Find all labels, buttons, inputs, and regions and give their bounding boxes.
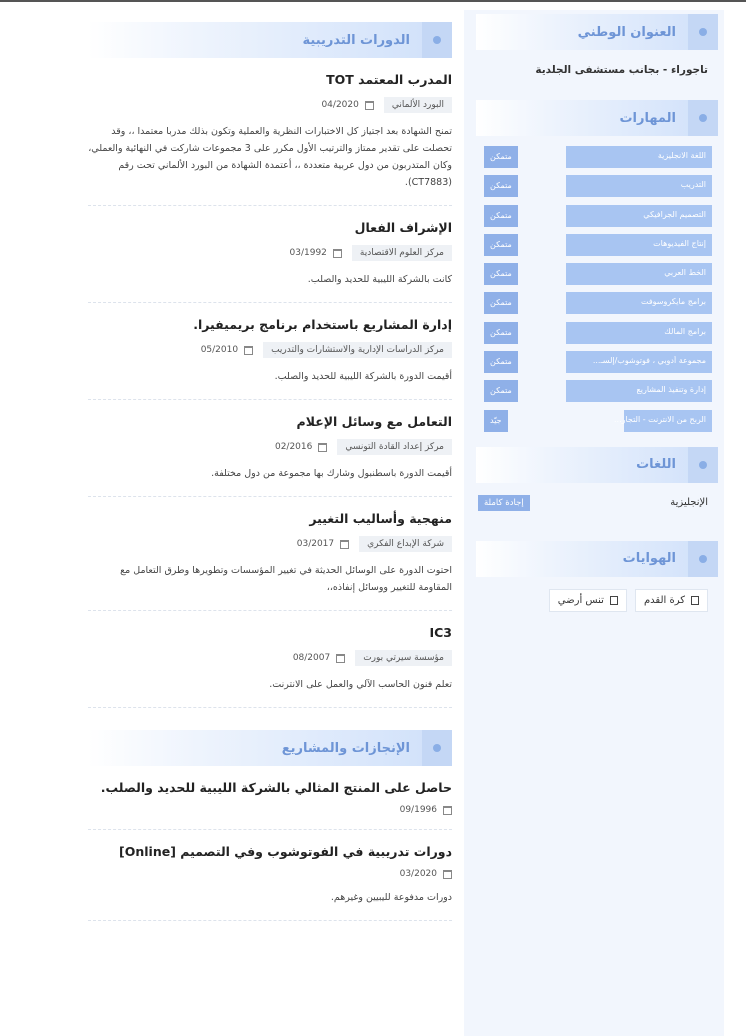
skill-name: إنتاج الفيديوهات [653, 238, 706, 248]
entry-description: دورات مدفوعة لليبيين وغيرهم. [330, 892, 452, 903]
entry-title: المدرب المعتمد TOT [326, 72, 452, 87]
entry-date-value: 08/2007 [292, 653, 331, 663]
calendar-icon [244, 346, 253, 355]
achievements-section-header [88, 730, 452, 766]
entry-item [88, 303, 452, 400]
calendar-icon [365, 101, 374, 110]
entry-title: حاصل على المنتج المثالي بالشركة الليبية للحديد والصلب. [100, 780, 452, 795]
skill-row [476, 175, 712, 197]
section-title: اللغات [636, 457, 676, 473]
skill-bar [566, 146, 712, 168]
entry-meta [88, 536, 452, 552]
entry-description: أقيمت الدورة باسطنبول وشارك بها مجموعة من دول مختلفة. [211, 468, 452, 479]
entry-item [88, 400, 452, 497]
entry-organization: مؤسسة سيرتي بورت [355, 650, 452, 666]
skill-bar [566, 322, 712, 344]
bullet-icon [688, 541, 718, 577]
skill-name: التصميم الجرافيكي [643, 209, 706, 219]
skill-name: التدريب [680, 180, 706, 190]
bullet-icon [422, 22, 452, 58]
calendar-icon [336, 654, 345, 663]
entry-title: منهجية وأساليب التغيير [309, 511, 452, 526]
language-level-badge: إجادة كاملة [478, 495, 530, 511]
entry-date [290, 248, 342, 258]
entry-date-value: 03/2020 [399, 869, 437, 879]
hobby-item [549, 589, 627, 612]
section-title: الدورات التدريبية [302, 32, 410, 48]
skill-level-badge: متمكن [484, 380, 518, 402]
language-name: الإنجليزية [670, 497, 708, 509]
skills-list [476, 146, 712, 432]
skill-level-badge: متمكن [484, 146, 518, 168]
entry-organization: مركز إعداد القادة التونسي [337, 439, 452, 455]
skill-bar [566, 234, 712, 256]
hobby-icon [610, 596, 618, 605]
entry-item [88, 58, 452, 206]
address-section-header [476, 14, 718, 50]
entry-description: كانت بالشركة الليبية للحديد والصلب. [307, 274, 452, 285]
entry-organization: شركة الإبداع الفكري [359, 536, 452, 552]
skill-row [476, 410, 712, 432]
entry-organization: مركز العلوم الاقتصادية [352, 245, 452, 261]
entry-meta [88, 869, 452, 879]
bullet-icon [688, 14, 718, 50]
skill-level-badge: متمكن [484, 322, 518, 344]
skill-row [476, 234, 712, 256]
entry-meta [88, 342, 452, 358]
sidebar [464, 10, 724, 1036]
hobby-name: كرة القدم [643, 594, 685, 606]
skill-row [476, 292, 712, 314]
skill-name: برامج المالك [664, 326, 706, 336]
skill-level-badge: متمكن [484, 351, 518, 373]
top-border [0, 0, 746, 2]
entry-item [88, 206, 452, 303]
skill-row [476, 351, 712, 373]
skill-row [476, 146, 712, 168]
entry-date [400, 805, 452, 815]
skill-level-badge: متمكن [484, 263, 518, 285]
skills-section-header [476, 100, 718, 136]
entry-title: دورات تدريبية في الفوتوشوب وفي التصميم [Online] [119, 844, 452, 859]
skill-name: الربح من الانترنت - التجار... [614, 414, 706, 424]
skill-row [476, 380, 712, 402]
entry-organization: مركز الدراسات الإدارية والاستشارات والتدريب [263, 342, 452, 358]
hobby-icon [691, 596, 699, 605]
skill-bar [566, 380, 712, 402]
skill-name: مجموعة أدوبي ، فوتوشوب/إلسـ... [592, 356, 706, 366]
skill-name: الخط العربي [664, 268, 706, 278]
hobby-item [635, 589, 708, 612]
bullet-icon [422, 730, 452, 766]
entry-description: تعلم فنون الحاسب الآلي والعمل على الانترنت. [269, 679, 452, 690]
entry-description: احتوت الدورة على الوسائل الحديثة في تغيير المؤسسات وتطويرها وطرق التعامل مع المقاومة للتغيير ووسائل إنفاذه،، [120, 565, 452, 593]
entry-date-value: 03/2017 [296, 539, 335, 549]
skill-row [476, 205, 712, 227]
entry-description: تمنح الشهادة بعد اجتياز كل الاختبارات النظرية والعملية وتكون بذلك مدربا معتمدا ،، وقد تحصلت على تقدير ممتاز والترتيب الأول مكرر على 3 مجموعات شاركت في النهائية والعملي، وكان المتدربون من دول عربية متعددة ،، أعتمدة الشهادة من البورد الألماني تحت رقم (CT7883). [88, 126, 452, 188]
calendar-icon [340, 540, 349, 549]
entry-date [400, 869, 452, 879]
entry-date [275, 442, 327, 452]
calendar-icon [443, 806, 452, 815]
main-column [88, 22, 452, 921]
entry-date [293, 653, 345, 663]
skill-bar [566, 175, 712, 197]
entry-item [88, 830, 452, 921]
achievements-list [88, 766, 452, 921]
section-title: الهوايات [622, 551, 676, 567]
entry-item [88, 766, 452, 830]
skill-name: اللغة الانجليزية [657, 151, 706, 160]
entry-meta [88, 97, 452, 113]
skill-bar [566, 263, 712, 285]
skill-name: برامج مايكروسوفت [640, 297, 706, 307]
entry-item [88, 497, 452, 611]
hobby-name: تنس أرضي [557, 594, 604, 606]
entry-description: أقيمت الدورة بالشركة الليبية للحديد والصلب. [274, 371, 452, 382]
address-value: تاجوراء - بجانب مستشفى الجلدية [535, 64, 708, 76]
skill-level-badge: متمكن [484, 234, 518, 256]
skill-bar [566, 292, 712, 314]
entry-date [321, 100, 373, 110]
skill-level-badge: متمكن [484, 175, 518, 197]
entry-date-value: 05/2010 [200, 345, 239, 355]
entry-date [297, 539, 349, 549]
entry-date-value: 04/2020 [321, 100, 359, 110]
section-title: العنوان الوطني [577, 24, 676, 40]
bullet-icon [688, 447, 718, 483]
entry-item [88, 611, 452, 708]
entry-meta [88, 650, 452, 666]
entry-date-value: 03/1992 [289, 248, 327, 258]
entry-meta [88, 245, 452, 261]
languages-section-header [476, 447, 718, 483]
calendar-icon [443, 870, 452, 879]
skill-level-badge: متمكن [484, 292, 518, 314]
entry-title: الإشراف الفعال [354, 220, 452, 235]
calendar-icon [318, 443, 327, 452]
skill-bar [566, 205, 712, 227]
bullet-icon [688, 100, 718, 136]
entry-meta [88, 805, 452, 815]
hobbies-section-header [476, 541, 718, 577]
skill-name: إدارة وتنفيذ المشاريع [636, 385, 706, 395]
skill-row [476, 322, 712, 344]
entry-title: IC3 [429, 625, 452, 640]
entry-date [201, 345, 253, 355]
entry-date-value: 09/1996 [399, 805, 437, 815]
skill-bar [566, 410, 712, 432]
courses-list [88, 58, 452, 708]
hobbies-list [464, 589, 708, 612]
courses-section-header [88, 22, 452, 58]
entry-title: التعامل مع وسائل الإعلام [296, 414, 452, 429]
skill-level-badge: متمكن [484, 205, 518, 227]
skill-level-badge: جيّد [484, 410, 508, 432]
entry-organization: البورد الألماني [384, 97, 452, 113]
entry-date-value: 02/2016 [274, 442, 313, 452]
calendar-icon [333, 249, 342, 258]
entry-title: إدارة المشاريع باستخدام برنامج بريميفيرا. [193, 317, 452, 332]
section-title: المهارات [619, 110, 676, 126]
skill-bar [566, 351, 712, 373]
language-item [478, 495, 708, 511]
skill-row [476, 263, 712, 285]
entry-meta [88, 439, 452, 455]
section-title: الإنجازات والمشاريع [281, 740, 410, 756]
